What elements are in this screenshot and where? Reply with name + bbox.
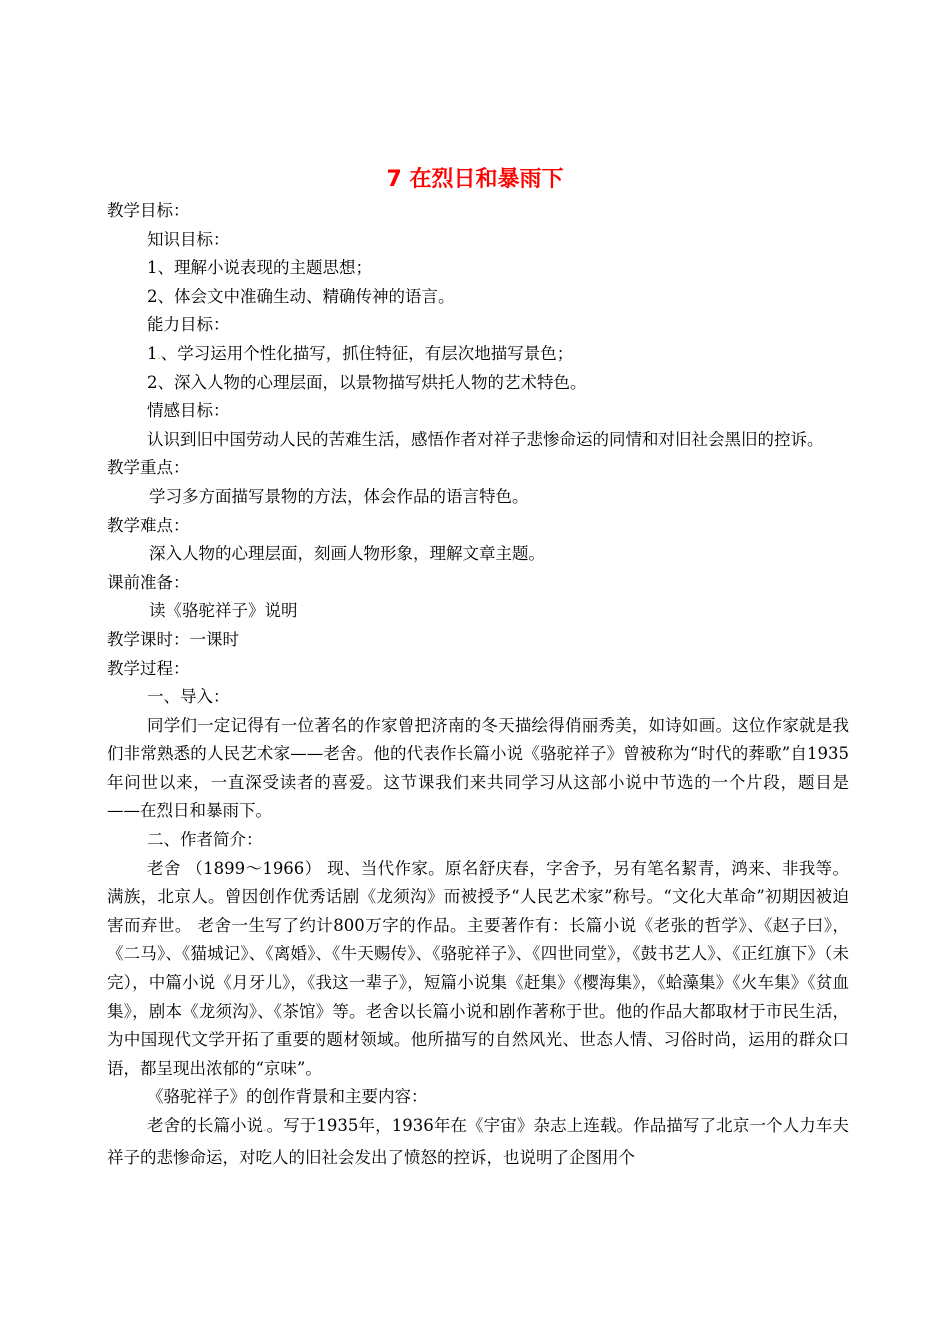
difficulty-heading: 教学难点： [107,515,190,535]
background-text-rest: 。写于1935年，1936年在《宇宙》杂志上连载。作品描写了北京一个人力车夫祥子的悲惨命运，对吃人的旧社会发出了愤怒的控诉，也说明了企图用个 [107,1116,850,1167]
knowledge-item-1: 1、理解小说表现的主题思想； [147,258,372,278]
preparation-heading: 课前准备： [107,572,190,592]
process-heading: 教学过程： [107,658,190,678]
edit-mark-icon: . [157,350,161,362]
preparation-text: 读《骆驼祥子》说明 [149,601,298,621]
class-hours: 教学课时：一课时 [107,629,239,649]
key-points-heading: 教学重点： [107,458,190,478]
difficulty-text: 深入人物的心理层面，刻画人物形象，理解文章主题。 [149,544,545,564]
edit-mark-icon: . [263,1123,267,1134]
lesson-body [107,197,849,1172]
emotion-heading: 情感目标： [147,401,230,421]
background-heading: 《骆驼祥子》的创作背景和主要内容： [147,1087,428,1107]
author-text: 老舍 （1899～1966） 现、当代作家。原名舒庆春，字舍予，另有笔名絜青，鸿来、非我等。满族，北京人。曾因创作优秀话剧《龙须沟》而被授予“人民艺术家”称号。“文化大革命”初期因被迫害而弃世。 老舍一生写了约计800万字的作品。主要著作有：长篇小说《老张的哲学》、《赵子曰》，《二马》、《猫城记》、《离婚》、《牛天赐传》、《骆驼祥子》、《四世同堂》，《鼓书艺人》、《正红旗下》（未完），中篇小说《月牙儿》，《我这一辈子》，短篇小说集《赶集》《樱海集》，《蛤藻集》《火车集》《贫血集》，剧本《龙须沟》、《茶馆》等。老舍以长篇小说和剧作著称于世。他的作品大都取材于市民生活，为中国现代文学开拓了重要的题材领域。他所描写的自然风光、世态人情、习俗时尚，运用的群众口语，都呈现出浓郁的“京味”。 [107,858,849,1078]
objectives-heading: 教学目标： [107,201,190,220]
ability-item-1 [107,340,849,369]
background-text [107,1112,849,1172]
author-heading: 二、作者简介： [147,830,263,850]
ability-item-1-number: 1 [147,343,158,363]
ability-item-1-text: 、学习运用个性化描写，抓住特征，有层次地描写景色； [160,343,574,363]
ability-item-2: 2、深入人物的心理层面，以景物描写烘托人物的艺术特色。 [147,372,587,392]
knowledge-item-2: 2、体会文中准确生动、精确传神的语言。 [147,286,455,306]
emotion-text: 认识到旧中国劳动人民的苦难生活，感悟作者对祥子悲惨命运的同情和对旧社会黑旧的控诉。 [147,429,824,449]
ability-heading: 能力目标： [147,315,230,335]
key-points-text: 学习多方面描写景物的方法，体会作品的语言特色。 [149,486,529,506]
intro-heading: 一、导入： [147,687,230,707]
page-title: 7 在烈日和暴雨下 [386,167,564,192]
intro-text: 同学们一定记得有一位著名的作家曾把济南的冬天描绘得俏丽秀美，如诗如画。这位作家就是我们非常熟悉的人民艺术家——老舍。他的代表作长篇小说《骆驼祥子》曾被称为“时代的葬歌”自1935年问世以来，一直深受读者的喜爱。这节课我们来共同学习从这部小说中节选的一个片段，题目是——在烈日和暴雨下。 [107,715,849,821]
knowledge-heading: 知识目标： [147,229,230,249]
background-text-start: 老舍的长篇小说 [147,1116,264,1135]
